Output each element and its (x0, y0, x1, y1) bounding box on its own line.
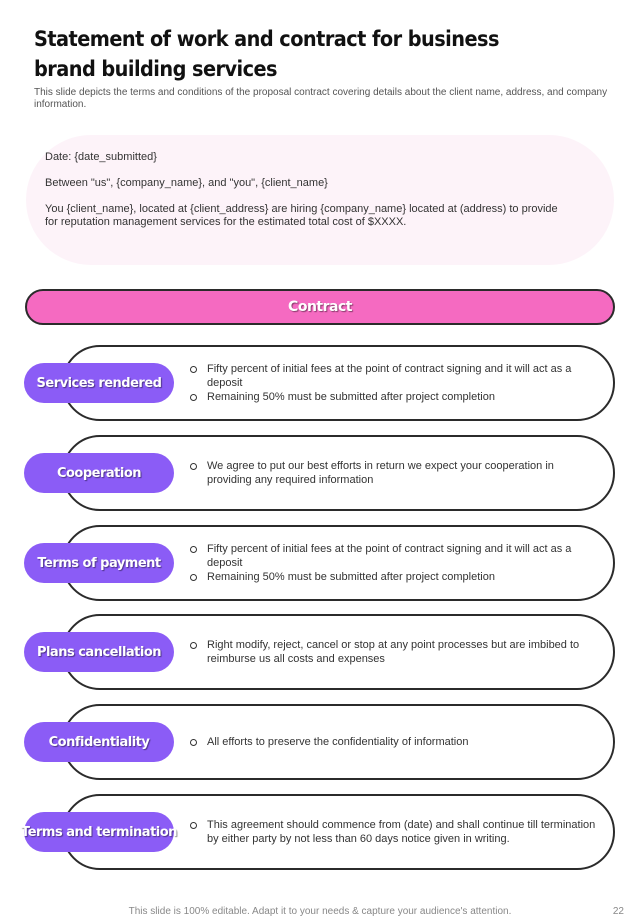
row-label-pill (21, 812, 177, 852)
row-label-pill (24, 632, 174, 672)
between-line: Between "us", {company_name}, and "you", {client_name} (45, 177, 328, 189)
contract-heading: Contract (288, 299, 352, 315)
footer-note: This slide is 100% editable. Adapt it to your needs & capture your audience's attention. (128, 906, 512, 917)
row-label-pill (24, 722, 174, 762)
row-label-pill (24, 543, 174, 583)
date-line: Date: {date_submitted} (45, 151, 157, 163)
contract-row-terms-of-payment (0, 525, 640, 601)
bullet-item: Right modify, reject, cancel or stop at any point processes but are imbibed to reimburse us all costs and expenses (190, 638, 600, 666)
contract-row-plans-cancellation (0, 614, 640, 690)
bullet-item: All efforts to preserve the confidentiality of information (190, 735, 600, 749)
contract-row-services-rendered (0, 345, 640, 421)
contract-row-terms-and-termination (0, 794, 640, 870)
bullet-item: This agreement should commence from (date) and shall continue till termination by either party by not less than 60 days notice given in writing. (190, 818, 600, 846)
hiring-line: You {client_name}, located at {client_address} are hiring {company_name} located at (address) to provide for reputation management services for the estimated total cost of $XXXX. (45, 203, 558, 228)
row-bullet-list (190, 435, 600, 511)
page-subtitle: This slide depicts the terms and conditions of the proposal contract covering details about the client name, address, and company information. (34, 87, 608, 110)
row-label: Terms and termination (21, 824, 177, 840)
page-title: Statement of work and contract for business brand building services (34, 27, 499, 81)
row-label: Cooperation (56, 465, 142, 481)
row-bullet-list (190, 614, 600, 690)
row-bullet-list (190, 794, 600, 870)
row-bullet-list (190, 345, 600, 421)
row-label: Services rendered (36, 375, 162, 391)
row-label: Confidentiality (48, 734, 150, 750)
bullet-item: We agree to put our best efforts in return we expect your cooperation in providing any required information (190, 459, 600, 487)
row-label: Plans cancellation (36, 644, 162, 660)
contract-row-cooperation (0, 435, 640, 511)
row-bullet-list (190, 704, 600, 780)
bullet-item: Remaining 50% must be submitted after project completion (190, 570, 600, 584)
row-label-pill (24, 363, 174, 403)
intro-box (26, 135, 614, 265)
bullet-item: Fifty percent of initial fees at the point of contract signing and it will act as a deposit (190, 362, 600, 390)
row-bullet-list (190, 525, 600, 601)
row-label-pill (24, 453, 174, 493)
contract-row-confidentiality (0, 704, 640, 780)
contract-header-bar (25, 289, 615, 325)
row-label: Terms of payment (37, 555, 161, 571)
page-number: 22 (612, 906, 624, 917)
bullet-item: Remaining 50% must be submitted after project completion (190, 390, 600, 404)
bullet-item: Fifty percent of initial fees at the point of contract signing and it will act as a deposit (190, 542, 600, 570)
